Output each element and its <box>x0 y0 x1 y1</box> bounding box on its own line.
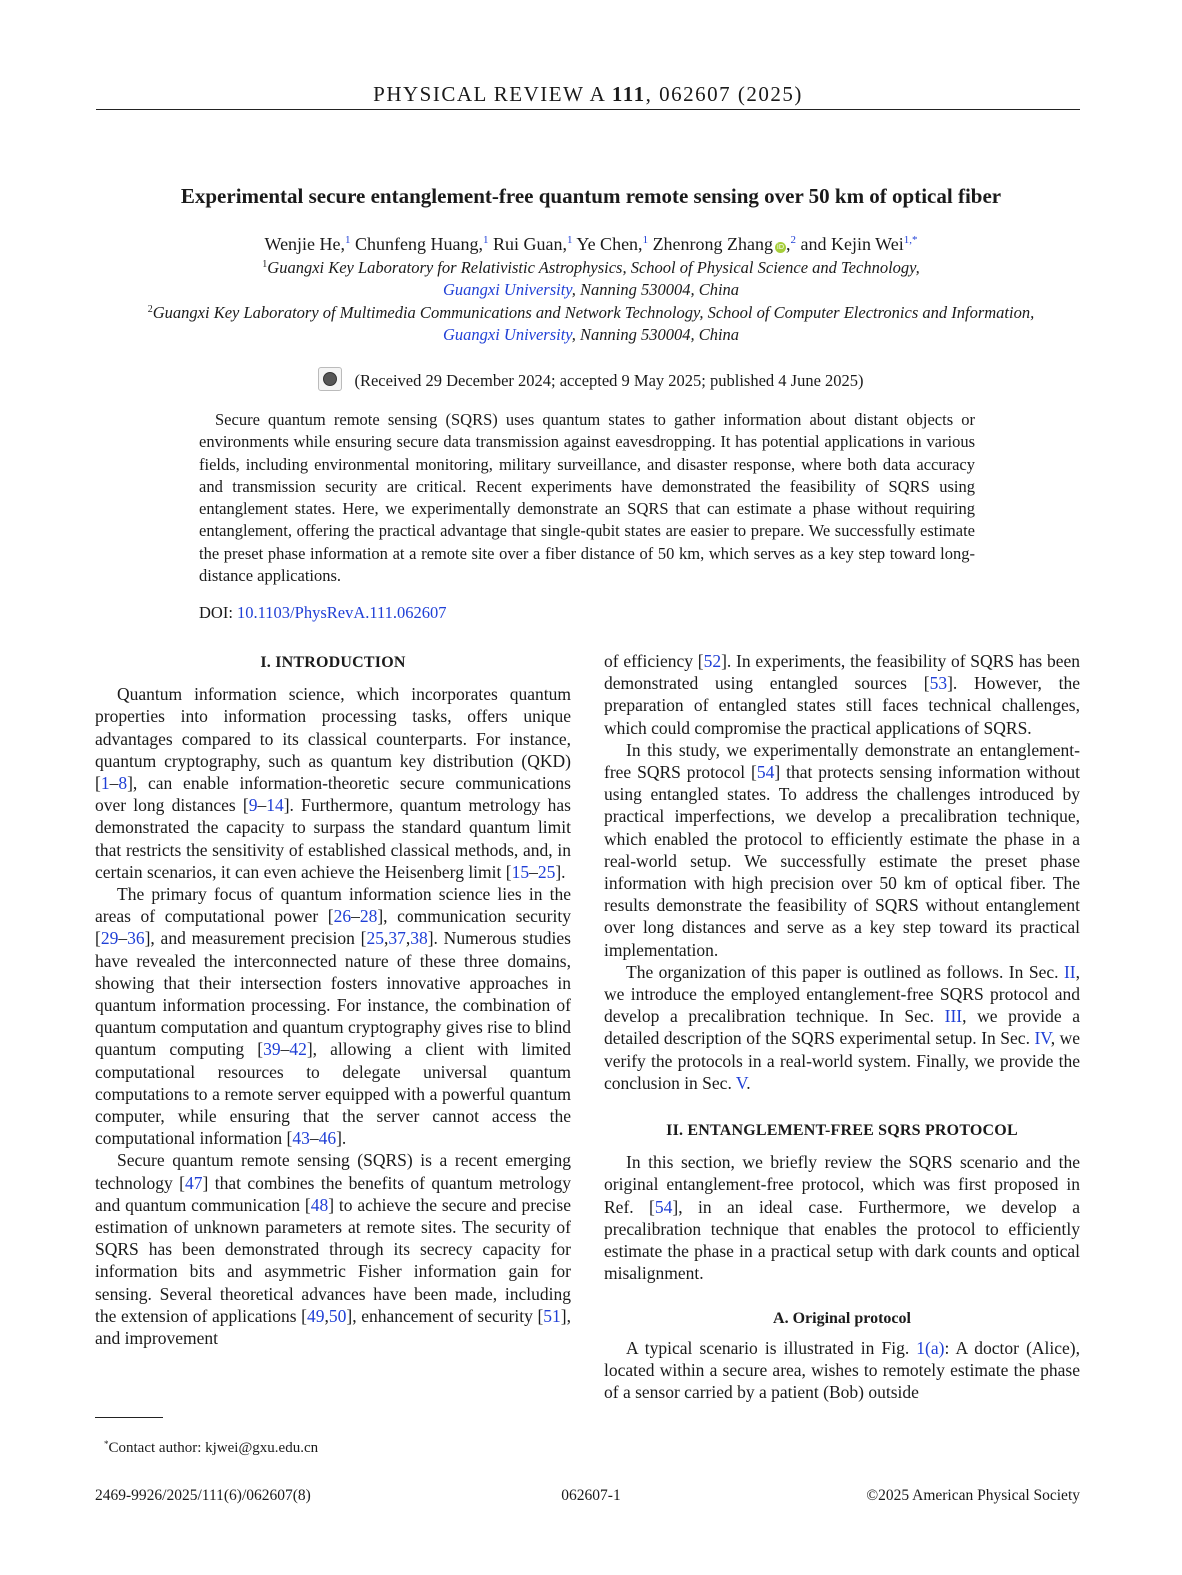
footnote-text: Contact author: kjwei@gxu.edu.cn <box>108 1440 319 1456</box>
citation-link[interactable]: 54 <box>756 762 775 783</box>
left-column <box>95 650 571 1349</box>
paragraph-text: ], communication security [ <box>95 906 571 949</box>
author-name: Chunfeng Huang, <box>355 234 484 254</box>
paragraph <box>95 1149 571 1349</box>
author-name: Ye Chen, <box>576 234 643 254</box>
paragraph-text: – <box>529 861 538 882</box>
paragraph-text: , we verify the protocols in a real-world system. Finally, we provide the conclusion in Sec. <box>604 1028 1081 1093</box>
publication-dates <box>60 367 1122 391</box>
dates-text: (Received 29 December 2024; accepted 9 May 2025; published 4 June 2025) <box>354 371 864 390</box>
orcid-icon[interactable]: iD <box>776 243 785 251</box>
footer-issn: 2469-9926/2025/111(6)/062607(8) <box>95 1487 311 1504</box>
paragraph <box>604 1337 1080 1404</box>
affiliation-text: Guangxi Key Laboratory of Multimedia Communications and Network Technology, School of Computer Electronics and Information, <box>152 303 1035 322</box>
introduction-continued <box>604 650 1080 1094</box>
citation-link[interactable]: 50 <box>328 1305 347 1326</box>
paragraph-text: , <box>324 1305 329 1326</box>
author-name: Zhenrong Zhang <box>652 234 774 254</box>
citation-link[interactable]: 47 <box>185 1172 203 1193</box>
citation-link[interactable]: IV <box>1034 1028 1051 1049</box>
doi-link[interactable]: 10.1103/PhysRevA.111.062607 <box>237 603 447 622</box>
author-affiliation-mark[interactable]: 1 <box>642 234 649 246</box>
doi-line <box>199 603 447 623</box>
paragraph-text: ] that combines the benefits of quantum metrology and quantum communication [ <box>95 1172 571 1215</box>
citation-link[interactable]: 1(a) <box>916 1337 945 1358</box>
citation-link[interactable]: 25 <box>537 861 556 882</box>
paragraph-text: ] that protects sensing information without using entangled states. To address the challenges introduced by practical imperfections, we develop a precalibration technique, which enabled the protocol to efficiently estimate the phase in a real-world setup. We successfully estimate the preset phase information with high precision over 50 km of optical fiber. The results demonstrate the feasibility of SQRS without entanglement over long distances and serve as a key step toward its practical implementation. <box>604 762 1080 960</box>
citation-link[interactable]: 53 <box>929 673 948 694</box>
citation-link[interactable]: II <box>1063 961 1076 982</box>
university-link[interactable]: Guangxi University <box>442 280 572 299</box>
author-name: Rui Guan, <box>493 234 568 254</box>
citation-link[interactable]: 8 <box>118 773 128 794</box>
citation-link[interactable]: 14 <box>266 795 284 816</box>
citation-link[interactable]: 54 <box>654 1196 673 1217</box>
paragraph-text: ], allowing a client with limited computational resources to delegate universal quantum computations to a remote server equipped with a powerful quantum computer, while ensuring that the server cannot access the computational information [ <box>95 1039 571 1149</box>
paragraph-text: The organization of this paper is outlined as follows. In Sec. <box>626 961 1064 982</box>
paragraph-text: In this section, we briefly review the SQRS scenario and the original entanglement-free protocol, which was first proposed in Ref. [ <box>604 1152 1080 1217</box>
citation-link[interactable]: 26 <box>333 906 352 927</box>
original-protocol-body <box>604 1337 1080 1404</box>
doi-label: DOI: <box>199 603 238 622</box>
paragraph-text: Quantum information science, which incorporates quantum properties into information processing tasks, offers unique advantages compared to its classical counterparts. For instance, quantum cryptography, such as quantum key distribution (QKD) [ <box>95 684 571 794</box>
header-rule <box>96 109 1080 110</box>
affiliation-1 <box>60 257 1122 301</box>
paragraph-text: ], in an ideal case. Furthermore, we develop a precalibration technique that enables the protocol to efficiently estimate the phase in a practical setup with dark counts and optical misalignment. <box>604 1196 1080 1284</box>
citation-link[interactable]: V <box>735 1072 747 1093</box>
author-affiliation-mark[interactable]: 2 <box>790 234 797 246</box>
footnote-mark: * <box>104 1439 109 1449</box>
paragraph-text: ]. However, the preparation of entangled states still faces technical challenges, which could compromise the practical applications of SQRS. <box>604 673 1080 738</box>
paragraph-text: A typical scenario is illustrated in Fig. <box>626 1337 917 1358</box>
citation-link[interactable]: 43 <box>292 1128 310 1149</box>
paragraph-text: ]. <box>555 861 566 882</box>
journal-name: PHYSICAL REVIEW A <box>373 82 606 106</box>
paragraph <box>95 883 571 1149</box>
paragraph-text: , <box>405 928 411 949</box>
citation-link[interactable]: 37 <box>388 928 406 949</box>
paragraph <box>604 961 1080 1094</box>
paragraph-text: ]. Numerous studies have revealed the interconnected nature of these three domains, showing that their intersection fosters innovative approaches in quantum information processing. For instance, the combination of quantum computation and quantum cryptography gives rise to blind quantum computing [ <box>95 928 571 1060</box>
citation-link[interactable]: 49 <box>307 1305 325 1326</box>
citation-link[interactable]: 28 <box>359 906 378 927</box>
paragraph <box>604 650 1080 739</box>
right-column <box>604 650 1080 1403</box>
paragraph-text: ], can enable information-theoretic secure communications over long distances [ <box>95 773 571 816</box>
citation-link[interactable]: 25 <box>366 928 384 949</box>
footer-copyright: ©2025 American Physical Society <box>866 1487 1080 1504</box>
citation-link[interactable]: 39 <box>263 1039 281 1060</box>
citation-link[interactable]: 46 <box>318 1128 337 1149</box>
affiliation-mark: 2 <box>147 304 153 315</box>
citation-link[interactable]: 48 <box>310 1194 329 1215</box>
author-affiliation-mark[interactable]: 1 <box>567 234 573 246</box>
affiliation-address: , Nanning 530004, China <box>571 280 740 299</box>
paragraph-text: – <box>257 795 267 816</box>
paragraph-text: Secure quantum remote sensing (SQRS) is a recent emerging technology [ <box>95 1150 571 1193</box>
paragraph-text: ], and improvement <box>95 1305 571 1349</box>
paragraph-text: – <box>309 1128 319 1149</box>
footer-page-number: 062607-1 <box>561 1487 621 1504</box>
paragraph-text: of efficiency [ <box>604 651 704 671</box>
section-heading-protocol: II. ENTANGLEMENT-FREE SQRS PROTOCOL <box>666 1122 1018 1140</box>
paragraph-text: – <box>109 773 119 794</box>
introduction-body <box>95 683 571 1349</box>
citation-link[interactable]: 51 <box>543 1305 561 1326</box>
paragraph <box>95 683 571 883</box>
paragraph <box>604 1151 1080 1284</box>
section-heading-introduction: I. INTRODUCTION <box>260 654 406 671</box>
citation-link[interactable]: 1 <box>100 773 110 794</box>
university-link[interactable]: Guangxi University <box>442 325 572 344</box>
paragraph-text: – <box>280 1039 290 1060</box>
citation-link[interactable]: 29 <box>100 928 119 949</box>
footnote <box>104 1440 318 1457</box>
paragraph-text: – <box>118 928 128 949</box>
paper-title: Experimental secure entanglement-free quantum remote sensing over 50 km of optical fiber <box>180 184 1002 208</box>
paragraph-text: ]. Furthermore, quantum metrology has demonstrated the capacity to surpass the standard quantum limit that restricts the sensitivity of established classical methods, and, in certain scenarios, it can even achieve the Heisenberg limit [ <box>95 795 571 882</box>
author-affiliation-mark[interactable]: 1,* <box>903 234 918 246</box>
affiliation-address: , Nanning 530004, China <box>571 325 740 344</box>
paragraph-text: ], enhancement of security [ <box>346 1305 544 1326</box>
citation-link[interactable]: III <box>944 1006 963 1027</box>
author-affiliation-mark[interactable]: 1 <box>483 234 489 246</box>
paragraph-text: In this study, we experimentally demonstrate an entanglement-free SQRS protocol [ <box>604 739 1080 783</box>
paragraph-text: – <box>351 906 360 927</box>
subsection-heading-original-protocol: A. Original protocol <box>773 1310 911 1328</box>
paragraph-text: : A doctor (Alice), located within a secure area, wishes to remotely estimate the phase of a sensor carried by a patient (Bob) outside <box>604 1337 1080 1403</box>
citation-link[interactable]: 15 <box>511 861 530 882</box>
author-affiliation-mark[interactable]: 1 <box>345 234 351 246</box>
article-number: , 062607 (2025) <box>645 82 803 106</box>
footnote-rule <box>95 1417 163 1418</box>
paragraph-text: , <box>383 928 389 949</box>
paragraph <box>604 739 1080 961</box>
affiliation-text: Guangxi Key Laboratory for Relativistic Astrophysics, School of Physical Science and Technology, <box>267 258 920 277</box>
citation-link[interactable]: 36 <box>127 928 145 949</box>
paragraph-text: ]. <box>336 1128 347 1149</box>
paragraph-text: , we introduce the employed entanglement-free SQRS protocol and develop a precalibration technique. In Sec. <box>604 961 1080 1027</box>
affiliation-2 <box>60 302 1122 346</box>
citation-link[interactable]: 9 <box>248 795 258 816</box>
volume-number: 111 <box>611 82 646 106</box>
protocol-intro <box>604 1151 1080 1284</box>
paragraph-text: The primary focus of quantum information science lies in the areas of computational power [ <box>95 884 571 927</box>
check-for-updates-icon[interactable] <box>318 367 342 391</box>
citation-link[interactable]: 42 <box>289 1039 307 1060</box>
paragraph-text: ]. In experiments, the feasibility of SQRS has been demonstrated using entangled sources [ <box>604 651 1080 694</box>
paragraph-text: ] to achieve the secure and precise estimation of unknown parameters at remote sites. The security of SQRS has been demonstrated through its secrecy capacity for information bits and asymmetric Fisher information gain for sensing. Several theoretical advances have been made, including the extension of applications [ <box>95 1194 571 1326</box>
paragraph-text: ], and measurement precision [ <box>144 928 367 949</box>
paragraph-text: . <box>746 1072 751 1093</box>
citation-link[interactable]: 38 <box>410 928 428 949</box>
running-header <box>96 82 1080 107</box>
abstract: Secure quantum remote sensing (SQRS) uses quantum states to gather information about distant objects or environments while ensuring secure data transmission against eavesdropping. It has potential applications in various fields, including environmental monitoring, military surveillance, and disaster response, where both data accuracy and transmission security are critical. Recent experiments have demonstrated the feasibility of SQRS using entanglement states. Here, we experimentally demonstrate an SQRS that can estimate a phase without requiring entanglement, offering the practical advantage that single-qubit states are easier to prepare. We successfully estimate the preset phase information at a remote site over a fiber distance of 50 km, which serves as a key step toward long-distance applications. <box>199 410 975 586</box>
affiliation-mark: 1 <box>262 259 268 270</box>
paragraph-text: , we provide a detailed description of the SQRS experimental setup. In Sec. <box>604 1006 1080 1049</box>
author-name: and Kejin Wei <box>800 234 904 254</box>
author-list: Wenjie He,$^1$ Chunfeng Huang,$^1$ Rui Guan,$^1$ Ye Chen,$^1$ Zhenrong Zhang iD ,$^2$ and Kejin Wei$^{1,*}$ <box>264 234 918 254</box>
citation-link[interactable]: 52 <box>703 651 722 671</box>
author-name: Wenjie He, <box>264 234 346 254</box>
